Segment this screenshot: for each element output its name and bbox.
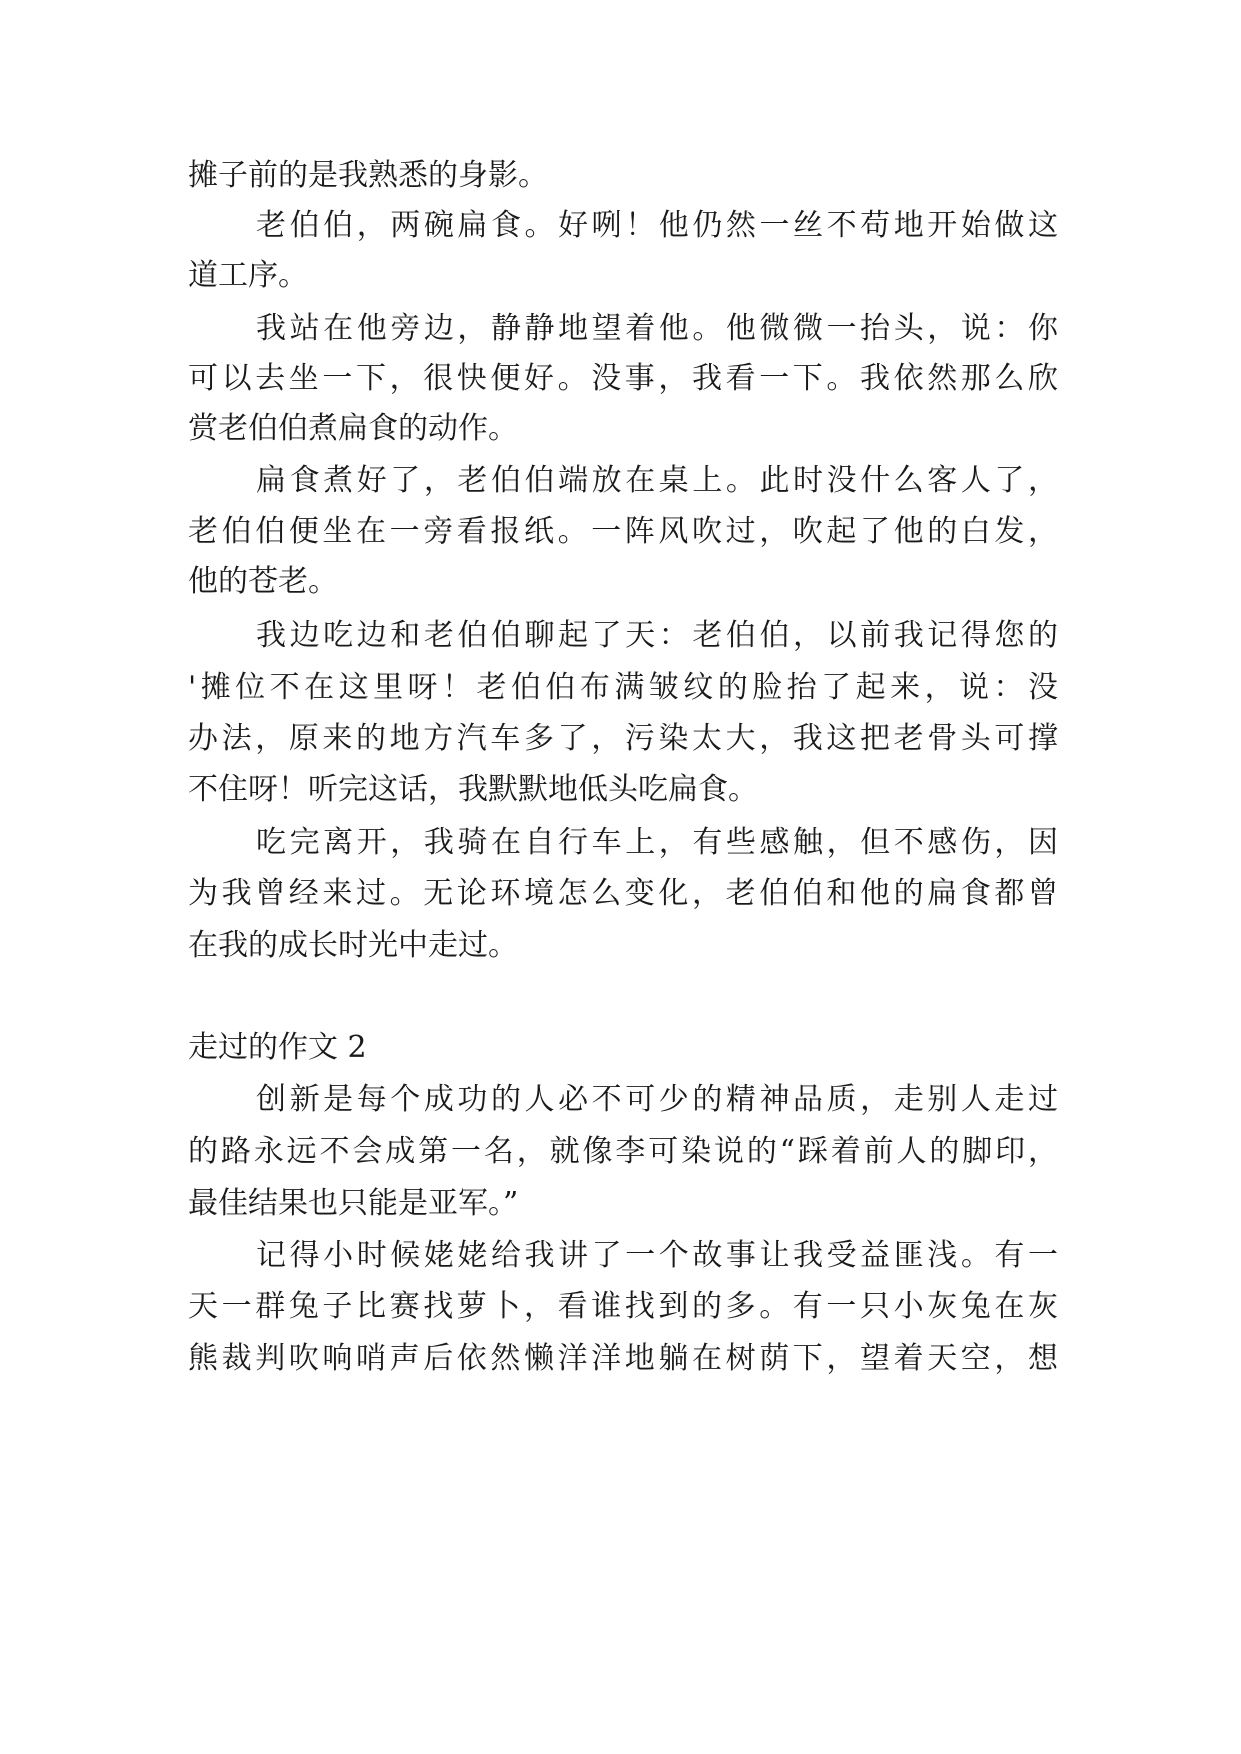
paragraph-line: 为我曾经来过。无论环境怎么变化，老伯伯和他的扁食都曾 bbox=[188, 876, 1058, 911]
paragraph-line: 老伯伯便坐在一旁看报纸。一阵风吹过，吹起了他的白发， bbox=[188, 514, 1058, 549]
paragraph-line: 的路永远不会成第一名，就像李可染说的“踩着前人的脚印， bbox=[188, 1134, 1058, 1169]
paragraph-line: 熊裁判吹响哨声后依然懒洋洋地躺在树荫下，望着天空，想 bbox=[188, 1341, 1058, 1376]
paragraph-line: 最佳结果也只能是亚军。” bbox=[188, 1186, 519, 1221]
paragraph-line: 可以去坐一下，很快便好。没事，我看一下。我依然那么欣 bbox=[188, 361, 1058, 396]
paragraph-line: 在我的成长时光中走过。 bbox=[188, 928, 518, 963]
paragraph-line: 记得小时候姥姥给我讲了一个故事让我受益匪浅。有一 bbox=[256, 1238, 1058, 1273]
paragraph-line: 道工序。 bbox=[188, 258, 308, 293]
paragraph-line: 摊子前的是我熟悉的身影。 bbox=[188, 158, 548, 193]
paragraph-line: '摊位不在这里呀！老伯伯布满皱纹的脸抬了起来，说：没 bbox=[188, 670, 1058, 705]
paragraph-line: 天一群兔子比赛找萝卜，看谁找到的多。有一只小灰兔在灰 bbox=[188, 1289, 1058, 1324]
section-heading: 走过的作文 2 bbox=[188, 1030, 367, 1065]
paragraph-line: 办法，原来的地方汽车多了，污染太大，我这把老骨头可撑 bbox=[188, 721, 1058, 756]
paragraph-line: 赏老伯伯煮扁食的动作。 bbox=[188, 411, 518, 446]
paragraph-line: 扁食煮好了，老伯伯端放在桌上。此时没什么客人了， bbox=[256, 463, 1058, 498]
paragraph-line: 他的苍老。 bbox=[188, 564, 338, 599]
paragraph-line: 吃完离开，我骑在自行车上，有些感触，但不感伤，因 bbox=[256, 825, 1058, 860]
paragraph-line: 创新是每个成功的人必不可少的精神品质，走别人走过 bbox=[256, 1082, 1058, 1117]
paragraph-line: 我站在他旁边，静静地望着他。他微微一抬头，说：你 bbox=[256, 311, 1058, 346]
paragraph-line: 不住呀！听完这话，我默默地低头吃扁食。 bbox=[188, 772, 758, 807]
paragraph-line: 我边吃边和老伯伯聊起了天：老伯伯，以前我记得您的 bbox=[256, 618, 1058, 653]
paragraph-line: 老伯伯，两碗扁食。好咧！他仍然一丝不苟地开始做这 bbox=[256, 208, 1058, 243]
